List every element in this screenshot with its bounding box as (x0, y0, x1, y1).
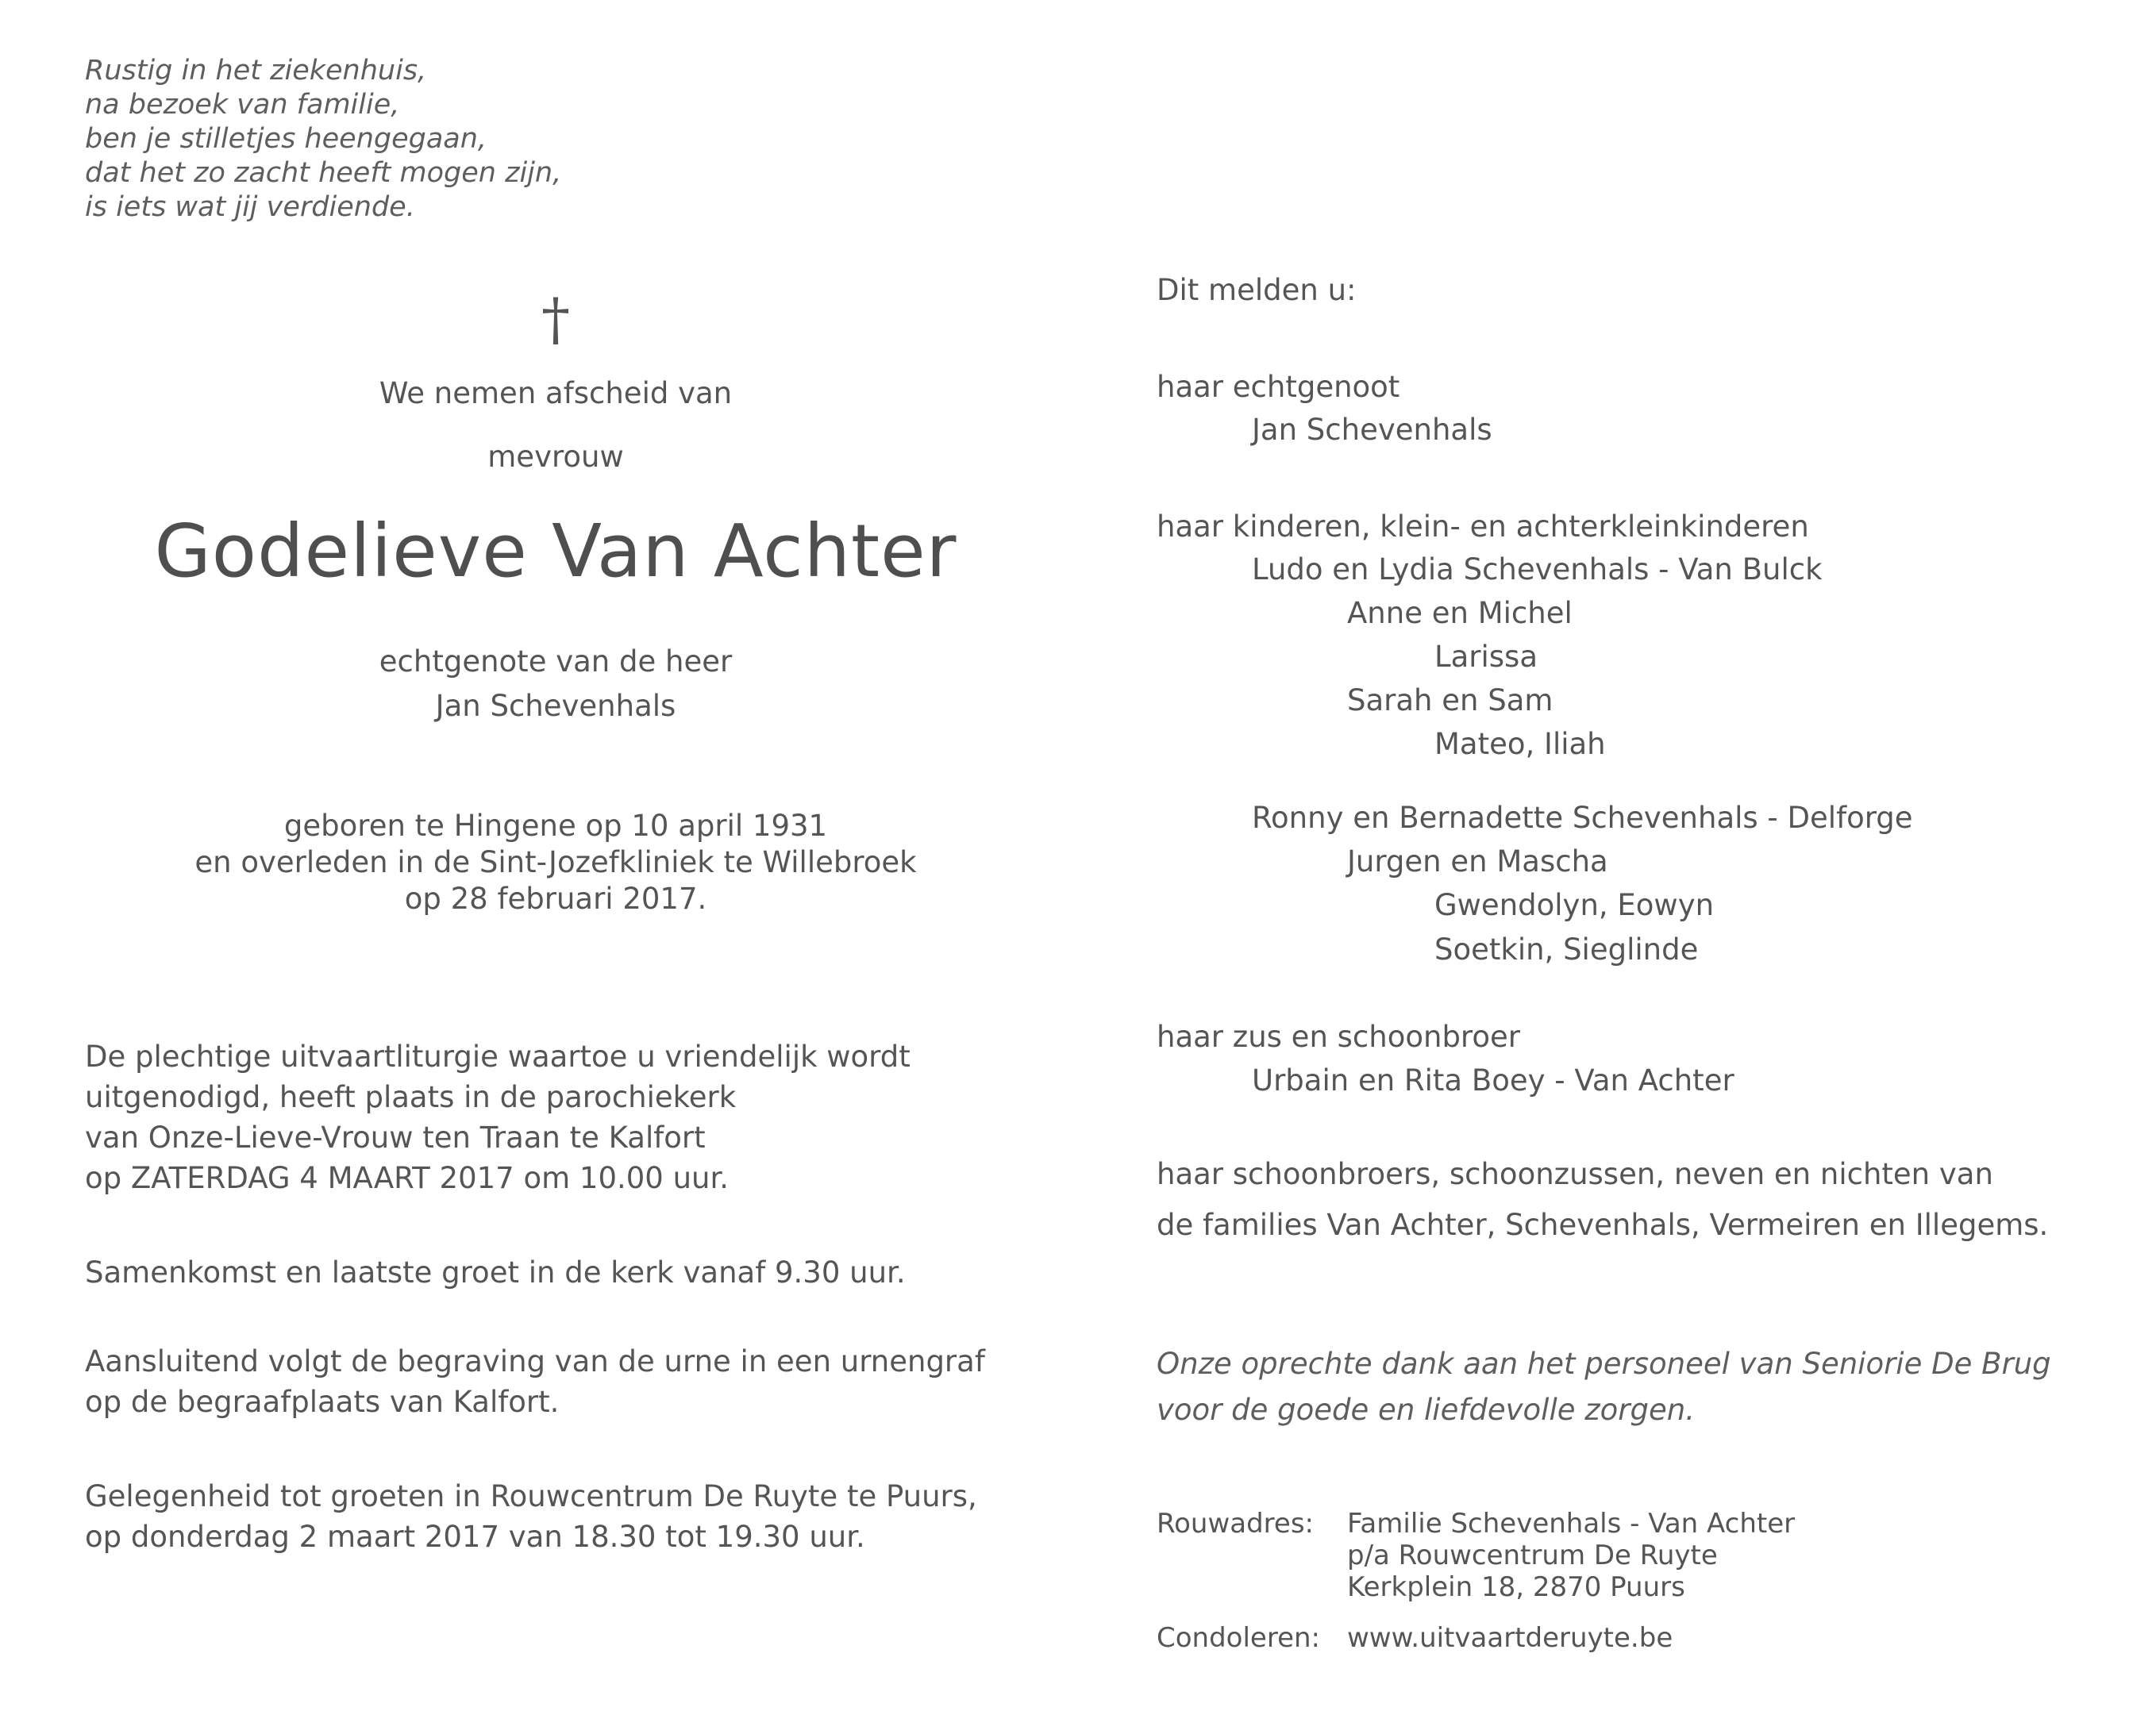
inlaws-line-1: haar schoonbroers, schoonzussen, neven en nichten van (1157, 1157, 1993, 1191)
child-2: Ronny en Bernadette Schevenhals - Delforge (1252, 801, 1913, 835)
dates-block (71, 808, 1040, 917)
spouse-name: Jan Schevenhals (435, 689, 676, 723)
thanks-line: voor de goede en liefdevolle zorgen. (1157, 1393, 1695, 1427)
title-text: mevrouw (487, 440, 624, 474)
greatgrandchild-3: Gwendolyn, Eowyn (1434, 888, 1715, 922)
address-line: Kerkplein 18, 2870 Puurs (1347, 1571, 1685, 1603)
funeral-line: uitgenodigd, heeft plaats in de parochiekerk (85, 1080, 737, 1114)
spouse-intro: echtgenote van de heer (379, 644, 733, 679)
condolence-label: Condoleren: (1157, 1622, 1320, 1654)
family-sister: Urbain en Rita Boey - Van Achter (1252, 1063, 1734, 1098)
address-label: Rouwadres: (1157, 1508, 1314, 1540)
inlaws-line-2: de families Van Achter, Schevenhals, Vermeiren en Illegems. (1157, 1208, 2049, 1242)
gathering-paragraph: Samenkomst en laatste groet in de kerk vanaf 9.30 uur. (85, 1255, 906, 1290)
poem-line: na bezoek van familie, (85, 89, 400, 121)
address-block (1347, 1508, 1795, 1603)
address-line: Familie Schevenhals - Van Achter (1347, 1508, 1796, 1540)
sister-label: haar zus en schoonbroer (1157, 1020, 1520, 1054)
poem-line: dat het zo zacht heeft mogen zijn, (85, 157, 562, 189)
website-link[interactable]: www.uitvaartderuyte.be (1347, 1622, 1673, 1654)
poem (85, 54, 561, 225)
family-heading: Dit melden u: (1157, 273, 1357, 307)
grandchild-2: Sarah en Sam (1347, 683, 1553, 717)
thanks-message (1157, 1341, 2051, 1433)
spouse-label: haar echtgenoot (1157, 370, 1400, 404)
poem-line: ben je stilletjes heengegaan, (85, 123, 487, 155)
funeral-line: van Onze-Lieve-Vrouw ten Traan te Kalfort (85, 1121, 706, 1155)
visitation-paragraph (85, 1476, 977, 1557)
funeral-line: op ZATERDAG 4 MAART 2017 om 10.00 uur. (85, 1161, 730, 1195)
greatgrandchild-4: Soetkin, Sieglinde (1434, 932, 1699, 967)
children-label: haar kinderen, klein- en achterkleinkinderen (1157, 509, 1809, 544)
thanks-line: Onze oprechte dank aan het personeel van Seniorie De Brug (1157, 1347, 2051, 1381)
poem-line: Rustig in het ziekenhuis, (85, 55, 427, 87)
visitation-line: op donderdag 2 maart 2017 van 18.30 tot 19.30 uur. (85, 1520, 865, 1554)
cross-icon: † (541, 286, 570, 352)
burial-paragraph (85, 1341, 985, 1422)
burial-line: op de begraafplaats van Kalfort. (85, 1385, 560, 1419)
grandchild-1: Anne en Michel (1347, 596, 1573, 630)
visitation-line: Gelegenheid tot groeten in Rouwcentrum De Ruyte te Puurs, (85, 1479, 977, 1513)
family-spouse: Jan Schevenhals (1252, 413, 1492, 447)
child-1: Ludo en Lydia Schevenhals - Van Bulck (1252, 552, 1823, 586)
greatgrandchild-2: Mateo, Iliah (1434, 727, 1606, 761)
deceased-name: Godelieve Van Achter (154, 509, 957, 594)
death-line: en overleden in de Sint-Jozefkliniek te Willebroek (194, 845, 917, 879)
funeral-line: De plechtige uitvaartliturgie waartoe u vriendelijk wordt (85, 1040, 911, 1074)
burial-line: Aansluitend volgt de begraving van de urne in een urnengraf (85, 1344, 985, 1378)
funeral-paragraph (85, 1036, 911, 1198)
birth-line: geboren te Hingene op 10 april 1931 (283, 809, 828, 843)
greatgrandchild-1: Larissa (1434, 640, 1538, 674)
intro-text: We nemen afscheid van (379, 376, 733, 410)
grandchild-3: Jurgen en Mascha (1347, 844, 1608, 879)
death-date-line: op 28 februari 2017. (404, 882, 707, 916)
address-line: p/a Rouwcentrum De Ruyte (1347, 1540, 1718, 1571)
poem-line: is iets wat jij verdiende. (85, 191, 415, 223)
